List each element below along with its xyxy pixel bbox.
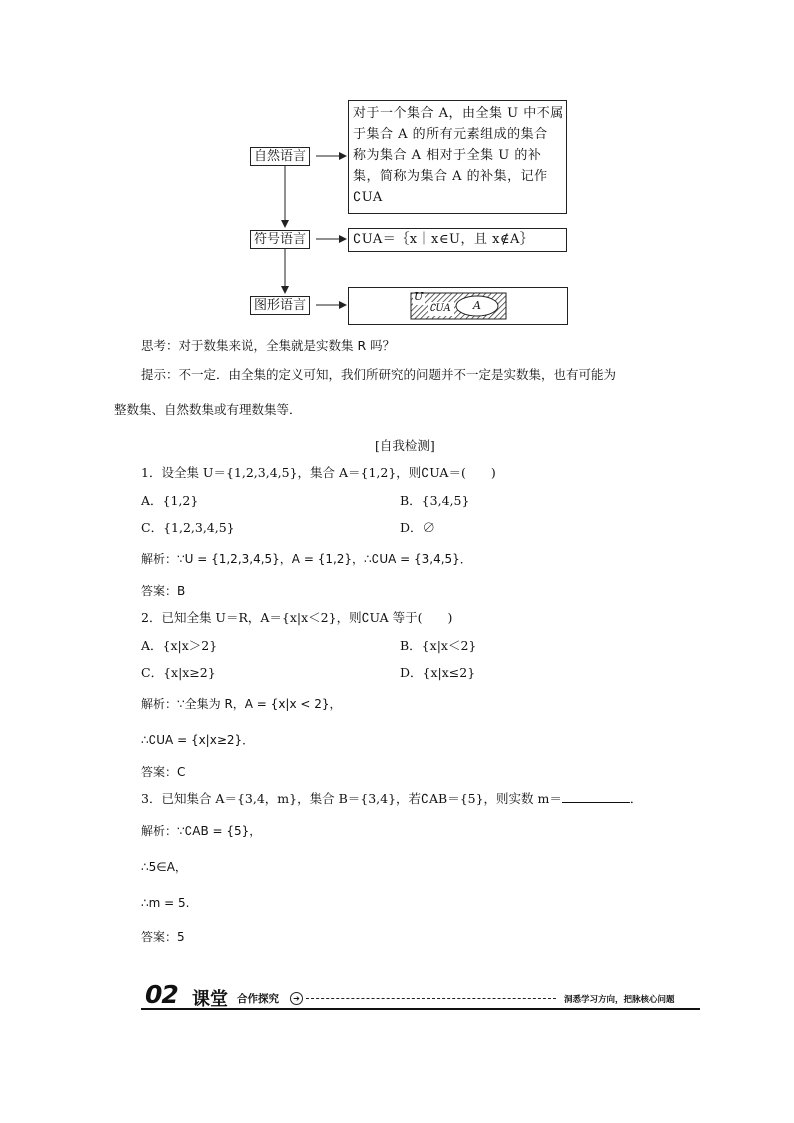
natural-language-definition <box>348 100 567 214</box>
self-check-heading: [自我检测] <box>375 438 435 453</box>
think-question: 思考：对于数集来说，全集就是实数集 R 吗？ <box>141 338 396 353</box>
question-2-solution-line-2: ∴∁UA = {x|x≥2}． <box>141 733 255 747</box>
definition-line: 集，简称为集合 A 的补集，记作 <box>353 169 548 184</box>
question-2-option-c: C．{x|x≥2} <box>141 665 216 680</box>
banner-rule <box>141 1008 700 1010</box>
question-2-option-d: D．{x|x≤2} <box>400 665 476 680</box>
answer-blank <box>562 790 630 803</box>
question-1-answer: 答案：B <box>141 584 186 598</box>
section-subtitle: 合作探究 <box>237 993 279 1005</box>
section-tagline: 洞悉学习方向，把脉核心问题 <box>564 995 675 1005</box>
question-1-option-a: A．{1,2} <box>141 493 199 508</box>
set-a-label: A <box>473 299 481 312</box>
question-2-solution-line-1: 解析：∵全集为 R，A = {x|x < 2}， <box>141 697 342 711</box>
symbol-language-label: 符号语言 <box>250 230 310 249</box>
banner-dashed-line <box>306 998 556 999</box>
question-3-stem: 3．已知集合 A＝{3,4，m}，集合 B＝{3,4}，若∁AB＝{5}，则实数 m＝ ． <box>141 791 643 806</box>
symbol-language-definition <box>348 228 567 252</box>
question-3-answer: 答案：5 <box>141 930 185 944</box>
hint-line-1: 提示：不一定．由全集的定义可知，我们所研究的问题并不一定是实数集，也有可能为 <box>141 367 617 382</box>
complement-label: ∁UA <box>429 303 451 314</box>
symbol-formula: ∁UA＝｛x｜x∈U，且 x∉A｝ <box>353 232 534 247</box>
figure-language-box <box>348 287 568 325</box>
universal-set-label: U <box>414 290 424 303</box>
definition-line: 于集合 A 的所有元素组成的集合 <box>353 127 548 142</box>
definition-line: 称为集合 A 相对于全集 U 的补 <box>353 148 542 163</box>
question-1-option-c: C．{1,2,3,4,5} <box>141 520 235 535</box>
question-1-option-b: B．{3,4,5} <box>400 493 470 508</box>
question-2-option-b: B．{x|x＜2} <box>400 638 477 653</box>
question-1-stem: 1．设全集 U＝{1,2,3,4,5}，集合 A＝{1,2}，则∁UA＝( ) <box>141 465 496 480</box>
question-2-stem: 2．已知全集 U＝R，A＝{x|x＜2}，则∁UA 等于( ) <box>141 610 453 625</box>
question-2-answer: 答案：C <box>141 765 186 779</box>
hint-line-2: 整数集、自然数集或有理数集等． <box>114 402 302 417</box>
question-3-solution-line-3: ∴m = 5. <box>141 896 190 910</box>
definition-line: ∁UA <box>353 190 383 205</box>
figure-language-label: 图形语言 <box>250 296 310 315</box>
question-3-stem-text: 3．已知集合 A＝{3,4，m}，集合 B＝{3,4}，若∁AB＝{5}，则实数 m＝ <box>141 791 562 806</box>
definition-line: 对于一个集合 A，由全集 U 中不属 <box>353 106 564 121</box>
section-number: 02 <box>145 980 178 1009</box>
question-2-option-a: A．{x|x＞2} <box>141 638 218 653</box>
question-1-solution: 解析：∵U = {1,2,3,4,5}，A = {1,2}，∴∁UA = {3,4,5}． <box>141 552 472 566</box>
section-word: 课堂 <box>192 989 228 1010</box>
question-3-solution-line-1: 解析：∵∁AB = {5}， <box>141 824 262 838</box>
arrow-circle-icon: ➔ <box>290 992 303 1005</box>
venn-figure <box>349 288 567 324</box>
question-3-solution-line-2: ∴5∈A， <box>141 860 187 874</box>
question-1-option-d: D．∅ <box>400 520 436 535</box>
natural-language-label: 自然语言 <box>250 147 310 166</box>
